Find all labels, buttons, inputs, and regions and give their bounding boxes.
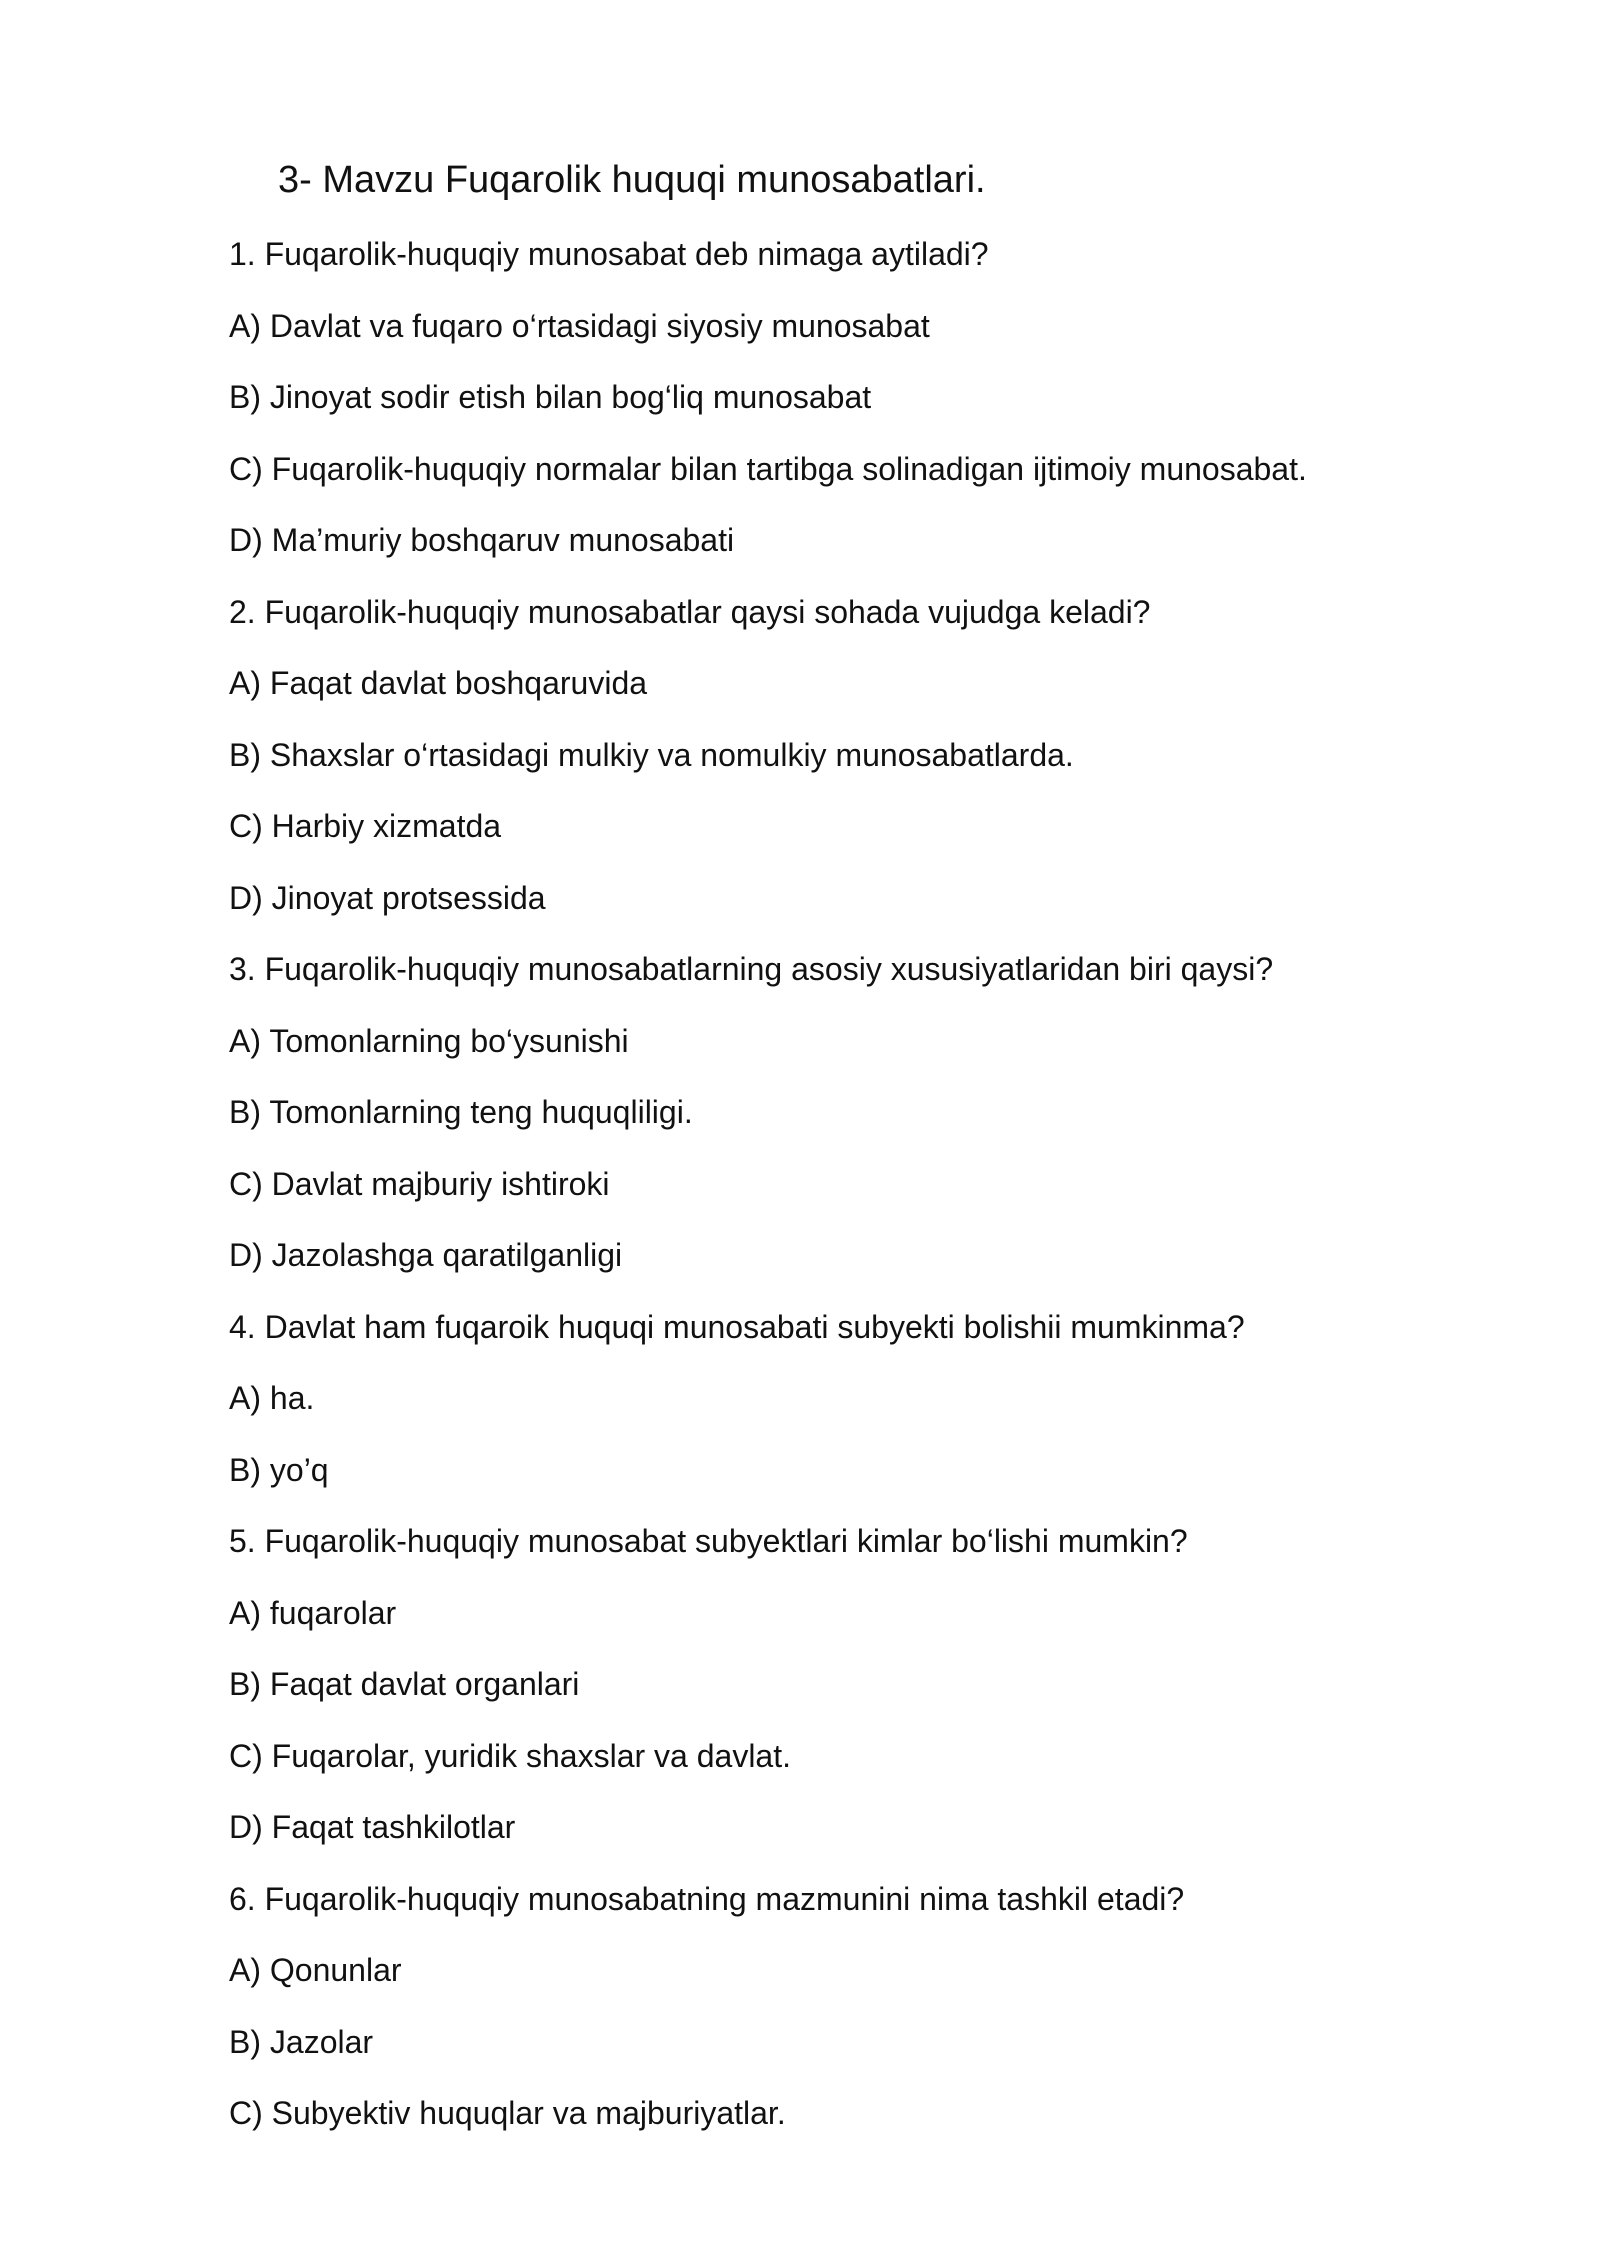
question-5: 5. Fuqarolik-huquqiy munosabat subyektlari kimlar bo‘lishi mumkin?	[229, 1523, 1188, 1559]
question-2-option-b: B) Shaxslar o‘rtasidagi mulkiy va nomulkiy munosabatlarda.	[229, 736, 1074, 773]
question-6-option-b: B) Jazolar	[229, 2023, 374, 2060]
question-1-option-b: B) Jinoyat sodir etish bilan bog‘liq munosabat	[229, 379, 872, 415]
question-3: 3. Fuqarolik-huquqiy munosabatlarning asosiy xususiyatlaridan biri qaysi?	[229, 951, 1274, 987]
question-4: 4. Davlat ham fuqaroik huquqi munosabati subyekti bolishii mumkinma?	[229, 1308, 1245, 1345]
question-4-option-b: B) yo’q	[229, 1451, 329, 1488]
question-1-option-c: C) Fuqarolik-huquqiy normalar bilan tartibga solinadigan ijtimoiy munosabat.	[229, 450, 1307, 487]
question-2: 2. Fuqarolik-huquqiy munosabatlar qaysi sohada vujudga keladi?	[229, 593, 1151, 630]
question-4-option-a: A) ha.	[229, 1380, 315, 1416]
question-1-option-d: D) Ma’muriy boshqaruv munosabati	[229, 522, 735, 558]
question-3-option-a: A) Tomonlarning bo‘ysunishi	[229, 1022, 629, 1059]
question-list	[229, 226, 1529, 2157]
question-5-option-d: D) Faqat tashkilotlar	[229, 1809, 516, 1845]
question-5-option-b: B) Faqat davlat organlari	[229, 1666, 580, 1702]
question-2-option-a: A) Faqat davlat boshqaruvida	[229, 665, 648, 701]
question-1-option-a: A) Davlat va fuqaro o‘rtasidagi siyosiy munosabat	[229, 307, 930, 344]
question-3-option-d: D) Jazolashga qaratilganligi	[229, 1237, 623, 1273]
question-5-option-a: A) fuqarolar	[229, 1594, 397, 1631]
question-6-option-a: A) Qonunlar	[229, 1952, 402, 1988]
question-2-option-d: D) Jinoyat protsessida	[229, 879, 546, 916]
question-1: 1. Fuqarolik-huquqiy munosabat deb nimaga aytiladi?	[229, 236, 989, 272]
question-3-option-b: B) Tomonlarning teng huquqliligi.	[229, 1094, 693, 1130]
question-6-option-c: C) Subyektiv huquqlar va majburiyatlar.	[229, 2095, 786, 2131]
page-title: 3- Mavzu Fuqarolik huquqi munosabatlari.	[278, 159, 986, 201]
question-2-option-c: C) Harbiy xizmatda	[229, 808, 502, 844]
question-3-option-c: C) Davlat majburiy ishtiroki	[229, 1165, 610, 1202]
question-5-option-c: C) Fuqarolar, yuridik shaxslar va davlat.	[229, 1737, 791, 1774]
question-6: 6. Fuqarolik-huquqiy munosabatning mazmunini nima tashkil etadi?	[229, 1880, 1185, 1917]
